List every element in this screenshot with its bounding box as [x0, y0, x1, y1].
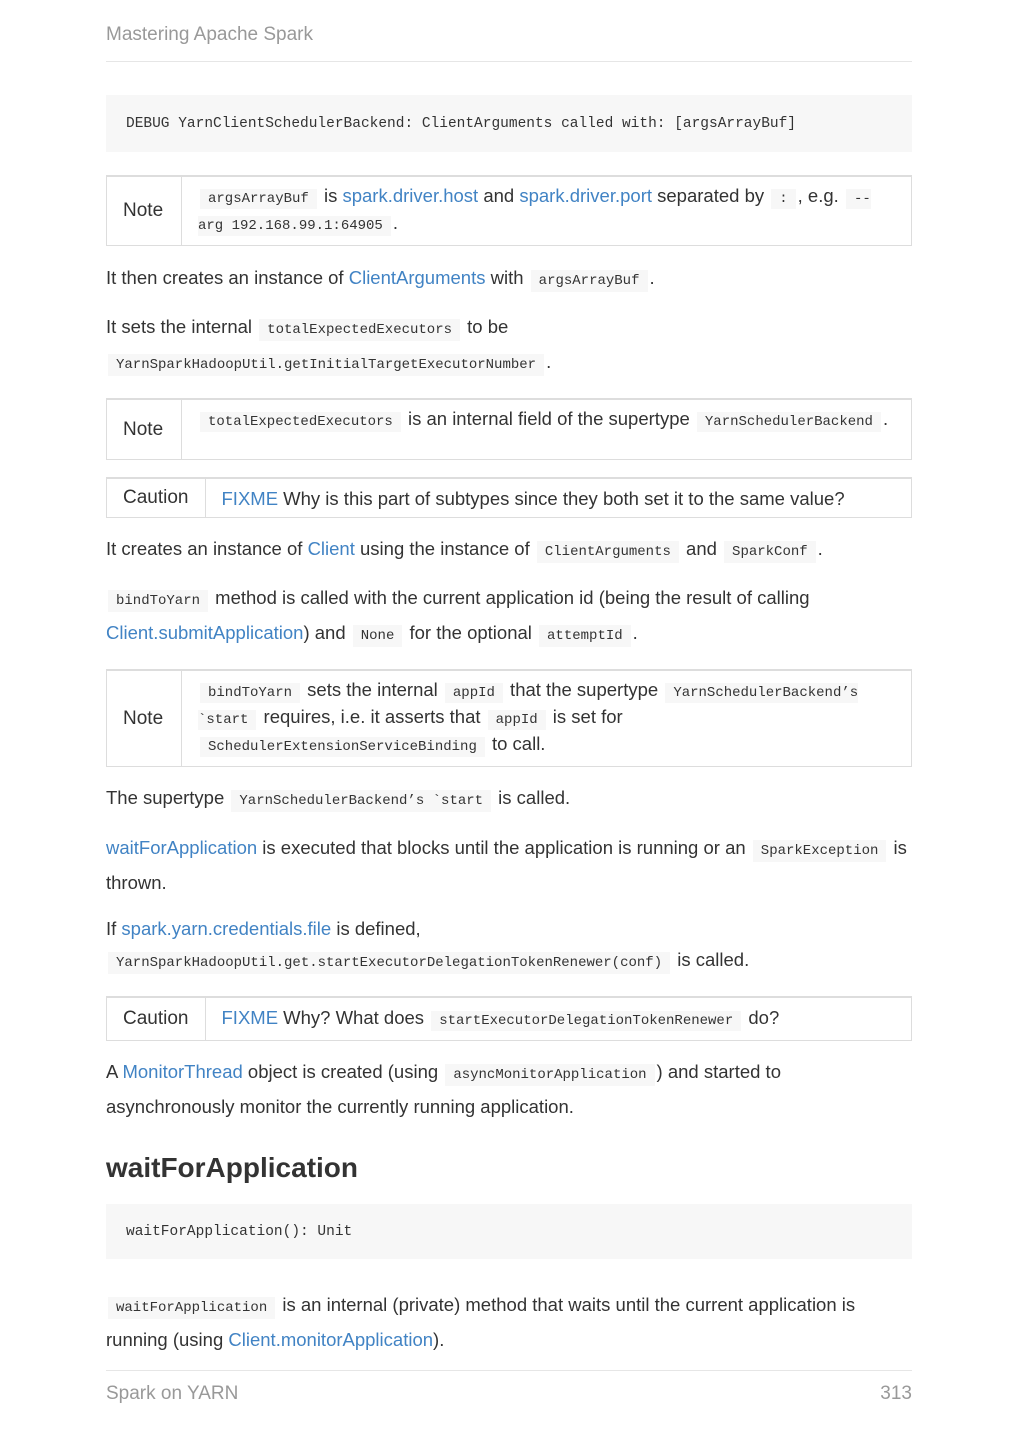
note-admonition [106, 669, 912, 767]
inline-code: SparkConf [724, 541, 816, 563]
text: that the supertype [504, 679, 664, 700]
section-heading: waitForApplication [106, 1152, 358, 1183]
text: . [649, 267, 655, 288]
link[interactable]: Client [307, 538, 355, 559]
text: is thrown. [106, 837, 907, 893]
inline-code: YarnSchedulerBackend’s `start [231, 790, 491, 812]
text: for the optional [404, 622, 538, 643]
paragraph [106, 913, 912, 979]
code-text: DEBUG YarnClientSchedulerBackend: ClientArguments called with: [argsArrayBuf] [126, 115, 797, 132]
text: separated by [652, 185, 770, 206]
text: . [632, 622, 638, 643]
text: Why is this part of subtypes since they both set it to the same value? [278, 488, 845, 509]
text: It creates an instance of [106, 538, 308, 559]
text: to be [462, 316, 509, 337]
inline-code: waitForApplication [108, 1297, 275, 1319]
inline-code: appId [445, 683, 503, 703]
text: method is called with the current application id (being the result of calling [210, 587, 810, 608]
inline-code: startExecutorDelegationTokenRenewer [431, 1011, 741, 1031]
paragraph [106, 311, 912, 381]
text: If [106, 918, 122, 939]
inline-code: argsArrayBuf [531, 270, 648, 292]
text: sets the internal [302, 679, 443, 700]
text: It then creates an instance of [106, 267, 349, 288]
text: to call. [486, 733, 546, 754]
text: is [318, 185, 343, 206]
inline-code: attemptId [539, 625, 631, 647]
link[interactable]: Client.monitorApplication [228, 1329, 434, 1350]
text: ). [433, 1329, 445, 1350]
text: is defined, [331, 918, 421, 939]
link[interactable]: spark.driver.host [342, 185, 479, 206]
caution-admonition [106, 996, 912, 1041]
code-text: waitForApplication(): Unit [126, 1223, 353, 1240]
section-title: Spark on YARN [106, 1383, 239, 1404]
text: and [680, 538, 723, 559]
note-admonition [106, 175, 912, 246]
link[interactable]: MonitorThread [122, 1061, 243, 1082]
text: . [546, 351, 552, 372]
admonition-body [182, 400, 904, 459]
text: . [817, 538, 823, 559]
text: is an internal (private) method that waits until the current application is running (using [106, 1294, 856, 1350]
paragraph [106, 1056, 912, 1122]
code-block [106, 1204, 912, 1259]
running-header [106, 24, 912, 62]
inline-code: totalExpectedExecutors [200, 412, 401, 432]
admonition-body [206, 998, 796, 1040]
text: with [485, 267, 529, 288]
text: . [392, 212, 398, 233]
admonition-body [182, 671, 911, 766]
link[interactable]: waitForApplication [106, 837, 258, 858]
running-footer [106, 1370, 912, 1405]
paragraph [106, 262, 912, 297]
text: do? [743, 1007, 780, 1028]
inline-code: SchedulerExtensionServiceBinding [200, 737, 485, 757]
admonition-label: Note [107, 177, 182, 245]
text: A [106, 1061, 123, 1082]
inline-code: YarnSchedulerBackend’s `start [198, 685, 859, 728]
inline-code: None [353, 625, 403, 647]
text: The supertype [106, 787, 230, 808]
paragraph [106, 533, 912, 568]
inline-code: --arg 192.168.99.1:64905 [198, 191, 871, 234]
paragraph [106, 832, 912, 898]
admonition-body [206, 479, 861, 517]
link[interactable]: Client.submitApplication [106, 622, 304, 643]
text: is set for [547, 706, 623, 727]
inline-code: asyncMonitorApplication [445, 1064, 654, 1086]
inline-code: totalExpectedExecutors [259, 319, 460, 341]
admonition-label: Caution [107, 998, 206, 1040]
link[interactable]: FIXME [221, 1007, 279, 1028]
inline-code: bindToYarn [108, 590, 208, 612]
text: is called. [672, 949, 750, 970]
inline-code: SparkException [753, 840, 887, 862]
note-admonition [106, 398, 912, 460]
page-content [106, 95, 912, 1355]
text: , e.g. [797, 185, 844, 206]
text: is called. [493, 787, 571, 808]
inline-code: ClientArguments [537, 541, 679, 563]
text: object is created (using [242, 1061, 444, 1082]
text: Why? What does [278, 1007, 430, 1028]
text: ) and started to asynchronously monitor the currently running application. [106, 1061, 781, 1117]
book-title: Mastering Apache Spark [106, 24, 314, 45]
link[interactable]: ClientArguments [348, 267, 486, 288]
link[interactable]: spark.driver.port [519, 185, 652, 206]
text: is an internal field of the supertype [402, 408, 695, 429]
text: . [882, 408, 889, 429]
text: requires, i.e. it asserts that [258, 706, 486, 727]
link[interactable]: FIXME [221, 488, 279, 509]
text: It sets the internal [106, 316, 258, 337]
inline-code: YarnSchedulerBackend [697, 412, 881, 432]
text: is executed that blocks until the application is running or an [257, 837, 751, 858]
text: using the instance of [354, 538, 535, 559]
text: and [478, 185, 520, 206]
link[interactable]: spark.yarn.credentials.file [121, 918, 332, 939]
admonition-label: Note [107, 671, 182, 766]
caution-admonition [106, 477, 912, 518]
page-number: 313 [880, 1383, 912, 1404]
code-block [106, 95, 912, 152]
admonition-label: Note [107, 400, 182, 459]
inline-code: bindToYarn [200, 683, 300, 703]
admonition-label: Caution [107, 479, 206, 517]
admonition-body [182, 177, 911, 245]
inline-code: appId [488, 710, 546, 730]
inline-code: YarnSparkHadoopUtil.getInitialTargetExecutorNumber [108, 354, 544, 376]
paragraph [106, 1289, 912, 1355]
paragraph [106, 582, 912, 652]
paragraph [106, 782, 912, 817]
inline-code: : [771, 189, 795, 209]
inline-code: YarnSparkHadoopUtil.get.startExecutorDelegationTokenRenewer(conf) [108, 952, 670, 974]
text: ) and [303, 622, 351, 643]
inline-code: argsArrayBuf [200, 189, 317, 209]
